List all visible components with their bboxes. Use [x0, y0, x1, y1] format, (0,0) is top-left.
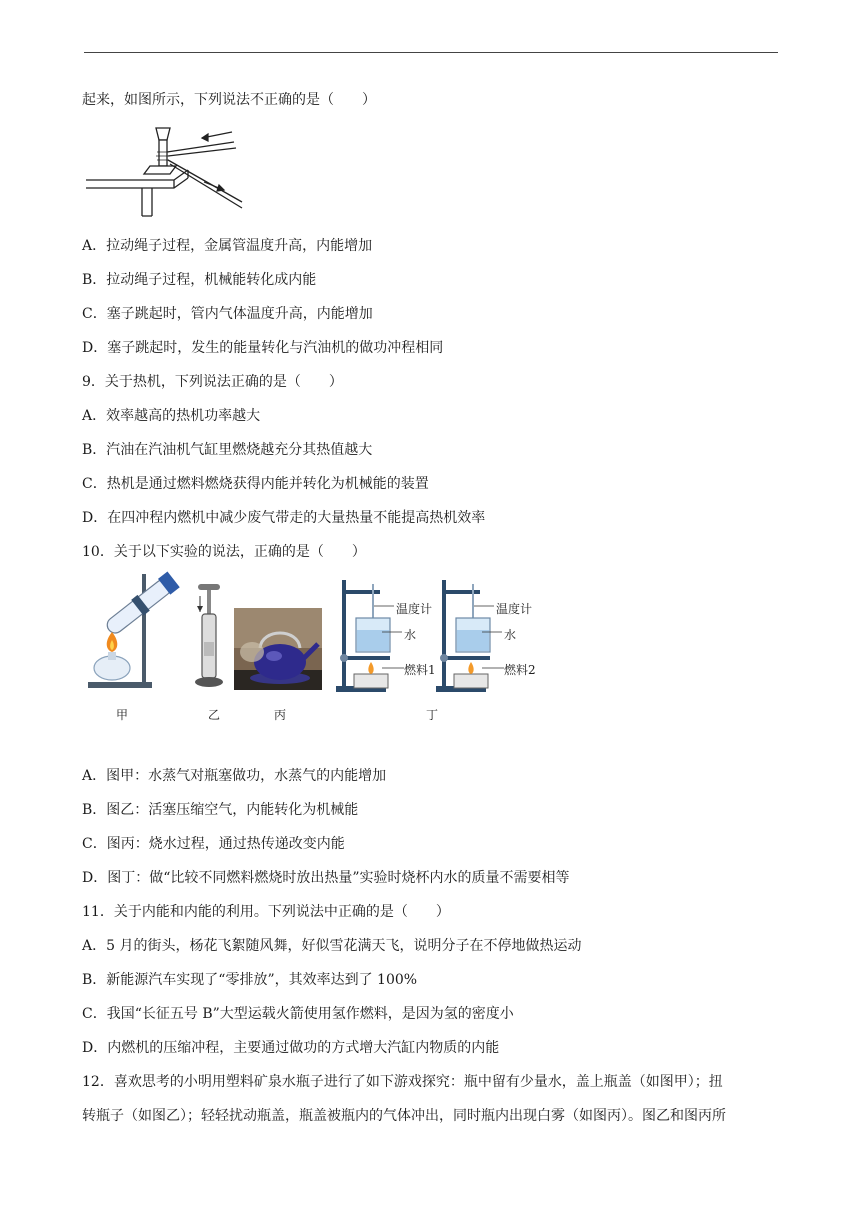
ding-label-fuel-1: 燃料1 — [404, 663, 436, 677]
setup-left — [336, 580, 390, 692]
q12-text-line-1: 12．喜欢思考的小明用塑料矿泉水瓶子进行了如下游戏探究：瓶中留有少量水，盖上瓶盖（如图甲）；扭 — [82, 1074, 723, 1090]
metal-tube — [159, 140, 167, 166]
q8-option-d: D．塞子跳起时，发生的能量转化与汽油机的做功冲程相同 — [82, 340, 444, 356]
q11-option-a: A．5 月的街头，杨花飞絮随风舞，好似雪花满天飞，说明分子在不停地做热运动 — [82, 938, 582, 954]
q9-option-a: A．效率越高的热机功率越大 — [82, 408, 261, 424]
q10-option-d: D．图丁：做“比较不同燃料燃烧时放出热量”实验时烧杯内水的质量不需要相等 — [82, 870, 570, 886]
q8-stem: 起来，如图所示，下列说法不正确的是（ ） — [82, 92, 376, 108]
q11-option-d: D．内燃机的压缩冲程，主要通过做功的方式增大汽缸内物质的内能 — [82, 1040, 500, 1056]
ding-label-thermometer-2: 温度计 — [496, 602, 533, 616]
ding-label-thermometer-1: 温度计 — [396, 602, 433, 616]
q10-option-b: B．图乙：活塞压缩空气，内能转化为机械能 — [82, 802, 359, 818]
q9-stem: 9．关于热机，下列说法正确的是（ ） — [82, 374, 343, 390]
q12-text-line-2: 转瓶子（如图乙）；轻轻扰动瓶盖，瓶盖被瓶内的气体冲出，同时瓶内出现白雾（如图丙）。图乙和图丙所 — [82, 1108, 726, 1124]
q10-figure-jia-test-tube — [84, 570, 186, 692]
ding-label-water-1: 水 — [404, 628, 417, 642]
q11-stem: 11．关于内能和内能的利用。下列说法中正确的是（ ） — [82, 904, 450, 920]
q9-option-b: B．汽油在汽油机气缸里燃烧越充分其热值越大 — [82, 442, 373, 458]
rope-upper — [167, 142, 236, 156]
q9-option-c: C．热机是通过燃料燃烧获得内能并转化为机械能的装置 — [82, 476, 429, 492]
q10-stem: 10．关于以下实验的说法，正确的是（ ） — [82, 544, 366, 560]
q11-option-c: C．我国“长征五号 B”大型运载火箭使用氢作燃料，是因为氢的密度小 — [82, 1006, 514, 1022]
figure-label-ding: 丁 — [426, 708, 439, 722]
table-top — [86, 170, 188, 188]
q8-option-a: A．拉动绳子过程，金属管温度升高，内能增加 — [82, 238, 373, 254]
q8-option-c: C．塞子跳起时，管内气体温度升高，内能增加 — [82, 306, 373, 322]
q11-option-b: B．新能源汽车实现了“零排放”，其效率达到了 100% — [82, 972, 418, 988]
q10-option-c: C．图丙：烧水过程，通过热传递改变内能 — [82, 836, 345, 852]
q10-figure-yi-piston — [194, 582, 224, 690]
q10-figure-bing-kettle-photo — [234, 608, 322, 690]
setup-right — [436, 580, 490, 692]
header-rule — [84, 52, 778, 53]
q10-option-a: A．图甲：水蒸气对瓶塞做功，水蒸气的内能增加 — [82, 768, 387, 784]
q8-option-b: B．拉动绳子过程，机械能转化成内能 — [82, 272, 317, 288]
q9-option-d: D．在四冲程内燃机中减少废气带走的大量热量不能提高热机效率 — [82, 510, 486, 526]
figure-label-yi: 乙 — [208, 708, 221, 722]
stopper-shape — [156, 128, 170, 140]
q8-figure-metal-tube-rope — [84, 122, 244, 218]
ding-label-water-2: 水 — [504, 628, 517, 642]
table-leg — [142, 188, 152, 216]
figure-label-bing: 丙 — [274, 708, 287, 722]
figure-label-jia: 甲 — [116, 708, 129, 722]
ding-label-fuel-2: 燃料2 — [504, 663, 536, 677]
